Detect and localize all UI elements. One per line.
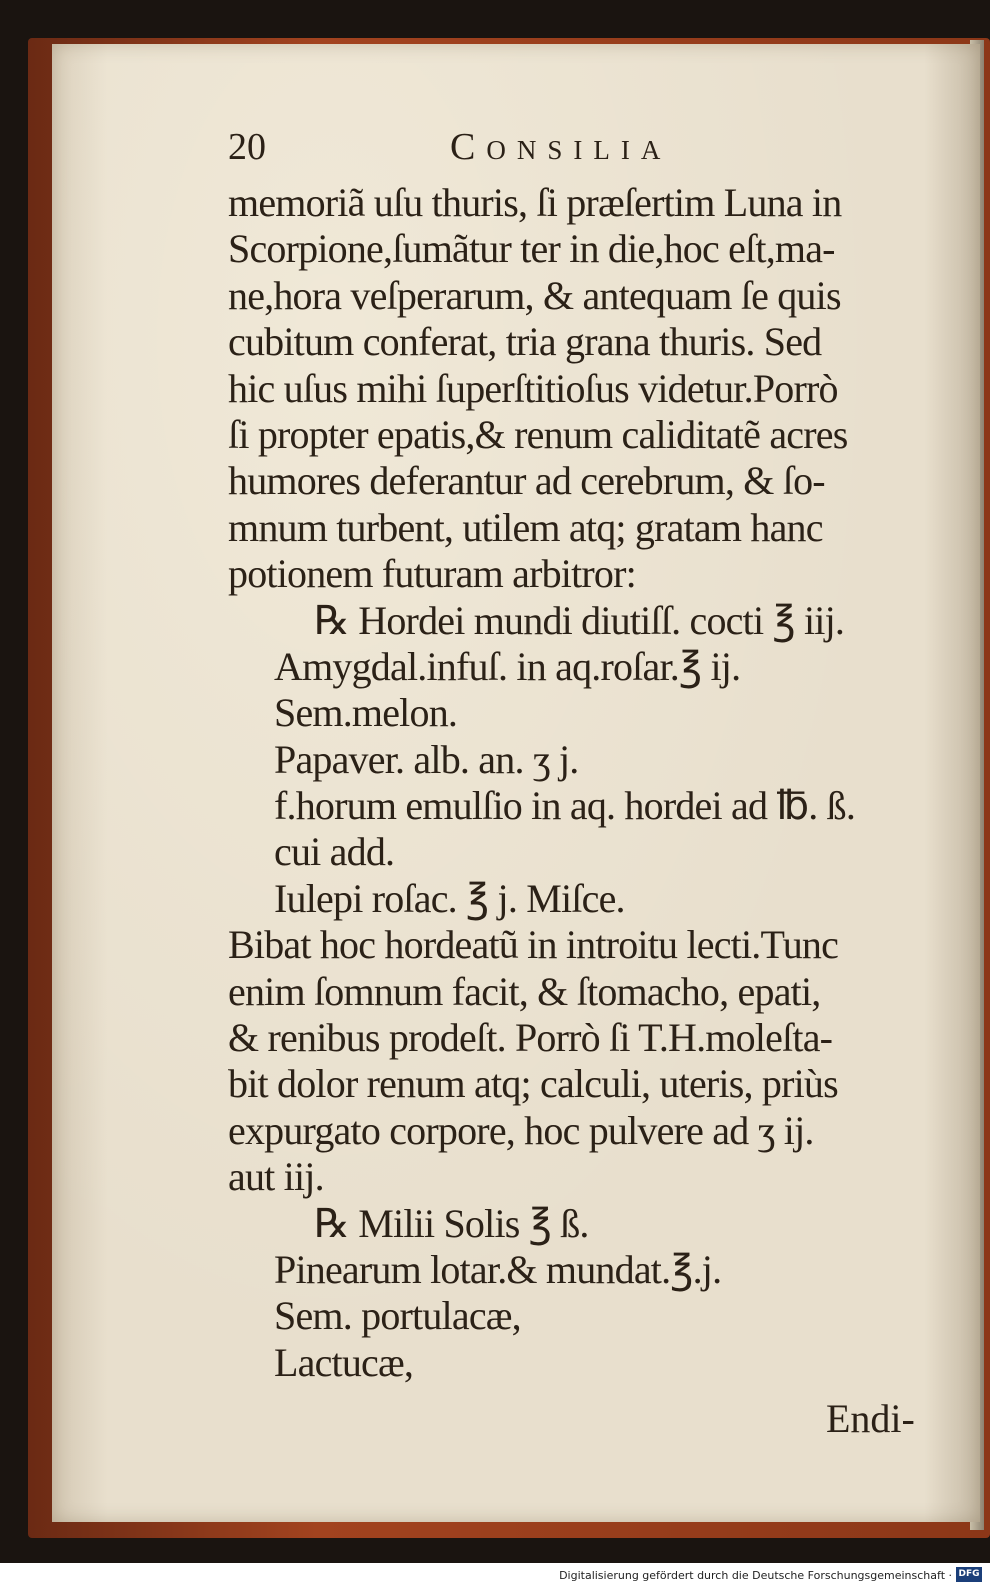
text-line: enim ſomnum facit, & ſtomacho, epati, <box>228 968 821 1014</box>
text-line: Scorpione,ſumãtur ter in die,hoc eſt,ma- <box>228 226 835 272</box>
text-line: humores deferantur ad cerebrum, & ſo- <box>228 458 825 504</box>
running-head <box>228 122 928 172</box>
recipe-line: ℞ Milii Solis ℥ ß. <box>314 1200 589 1246</box>
text-line: hic uſus mihi ſuperſtitioſus videtur.Porrò <box>228 365 838 411</box>
text-line: expurgato corpore, hoc pulvere ad ʒ ij. <box>228 1107 814 1153</box>
text-line: potionem futuram arbitror: <box>228 551 636 597</box>
text-line: & renibus prodeſt. Porrò ſi T.H.moleſta- <box>228 1015 833 1061</box>
text-line: aut iij. <box>228 1154 324 1200</box>
text-line: mnum turbent, utilem atq; gratam hanc <box>228 504 823 550</box>
catchword: Endi- <box>826 1396 915 1441</box>
recipe-line: f.horum emulſio in aq. hordei ad ℔. ß. <box>274 783 856 829</box>
recipe-line: ℞ Hordei mundi diutiſſ. cocti ℥ iij. <box>314 597 845 643</box>
recipe-line: Iulepi roſac. ℥ j. Miſce. <box>274 875 625 921</box>
recipe-line: Sem. portulacæ, <box>274 1293 521 1339</box>
text-line: ne,hora veſperarum, & antequam ſe quis <box>228 272 841 318</box>
funding-credit: Digitalisierung gefördert durch die Deutsche Forschungsgemeinschaft · <box>559 1569 952 1582</box>
dfg-logo: DFG <box>956 1567 982 1582</box>
text-line: Bibat hoc hordeatũ in introitu lecti.Tunc <box>228 922 839 968</box>
recipe-line: cui add. <box>274 829 395 875</box>
recipe-line: Pinearum lotar.& mundat.℥.j. <box>274 1246 722 1292</box>
running-head-title: Consilia <box>450 126 672 168</box>
recipe-line: Papaver. alb. an. ʒ j. <box>274 736 579 782</box>
text-line: cubitum conferat, tria grana thuris. Sed <box>228 319 822 365</box>
recipe-line: Lactucæ, <box>274 1339 414 1385</box>
footer-bar <box>0 1563 1000 1590</box>
text-line: ſi propter epatis,& renum caliditatẽ acres <box>228 411 848 457</box>
body-text <box>228 180 933 1386</box>
text-line: bit dolor renum atq; calculi, uteris, priùs <box>228 1061 838 1107</box>
recipe-line: Sem.melon. <box>274 690 458 736</box>
recipe-line: Amygdal.infuſ. in aq.roſar.℥ ij. <box>274 643 741 689</box>
page-number: 20 <box>228 126 266 168</box>
text-line: memoriã uſu thuris, ſi præſertim Luna in <box>228 180 842 225</box>
